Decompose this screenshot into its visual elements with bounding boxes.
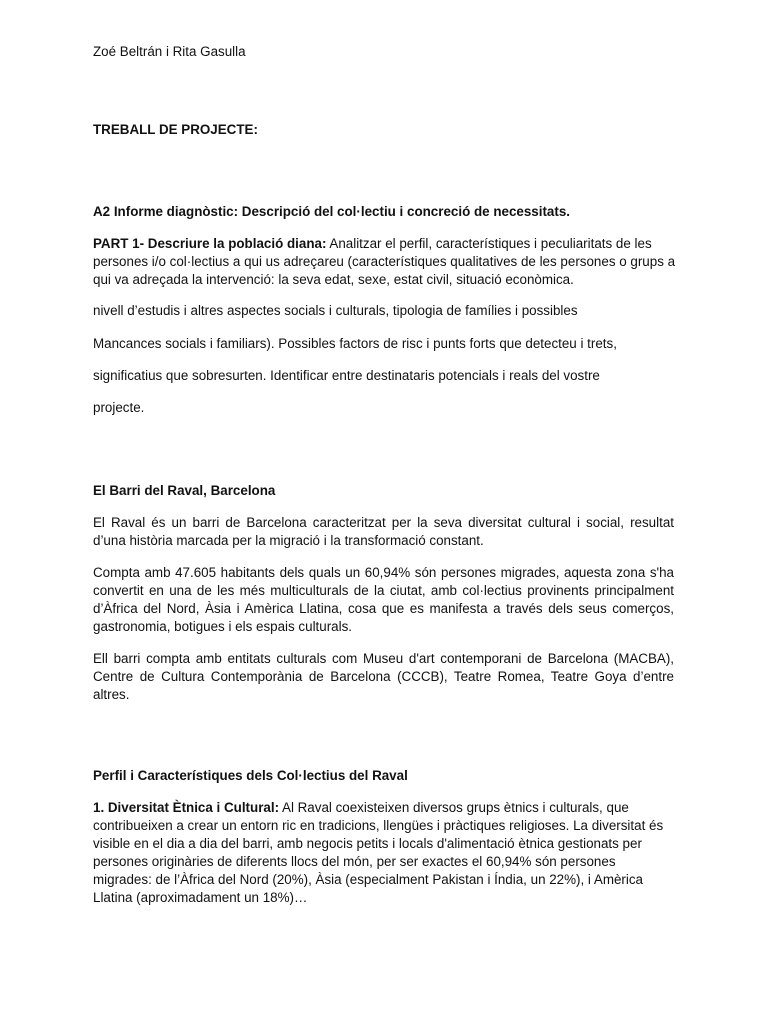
- part1-line-3: Mancances socials i familiars). Possibles factors de risc i punts forts que detecteu i trets,: [93, 336, 617, 351]
- part1-line-4: significatius que sobresurten. Identificar entre destinataris potencials i reals del vostre: [93, 368, 600, 383]
- document-title: TREBALL DE PROJECTE:: [93, 122, 258, 137]
- section1-paragraph-3: Ell barri compta amb entitats culturals com Museu d'art contemporani de Barcelona (MACBA), Centre de Cultura Contemporània de Barcelona (CCCB), Teatre Romea, Teatre Goya d’entre altres.: [93, 651, 674, 702]
- section2-heading: Perfil i Característiques dels Col·lectius del Raval: [93, 768, 408, 783]
- section2-item1-text: Al Raval coexisteixen diversos grups ètnics i culturals, que contribueixen a crear un entorn ric en tradicions, llengües i pràctiques religioses. La diversitat és visible en el dia a dia del barri, amb negocis petits i locals d'alimentació ètnica gestionats per persones originàries de diferents llocs del món, per ser exactes el 60,94% són persones migrades: de l’Àfrica del Nord (20%), Àsia (especialment Pakistan i Índia, un 22%), i Amèrica Llatina (aproximadament un 18%)…: [93, 800, 664, 905]
- section1-paragraph-2: Compta amb 47.605 habitants dels quals un 60,94% són persones migrades, aquesta zona s'ha convertit en una de les més multiculturals de la ciutat, amb col·lectius provinents principalment d’Àfrica del Nord, Àsia i Amèrica Llatina, cosa que es manifesta a través dels seus comerços, gastronomia, botigues i els espais culturals.: [93, 565, 674, 634]
- section1-paragraph-1: El Raval és un barri de Barcelona caracteritzat per la seva diversitat cultural i social, resultat d’una història marcada per la migració i la transformació constant.: [93, 515, 674, 548]
- part1-text: Analitzar el perfil, característiques i peculiaritats de les persones i/o col·lectius a qui us adreçareu (característiques qualitatives de les persones o grups a qui va adreçada la intervenció: la seva edat, sexe, estat civil, situació econòmica.: [93, 236, 676, 287]
- document-subtitle: A2 Informe diagnòstic: Descripció del col·lectiu i concreció de necessitats.: [93, 204, 570, 219]
- section2-item1-label: 1. Diversitat Ètnica i Cultural:: [93, 800, 280, 815]
- part1-label: PART 1- Descriure la població diana:: [93, 236, 327, 251]
- part1-line-5: projecte.: [93, 400, 145, 415]
- section2-item1: [93, 799, 673, 907]
- authors-line: Zoé Beltrán i Rita Gasulla: [93, 44, 246, 59]
- section1-heading: El Barri del Raval, Barcelona: [93, 483, 276, 498]
- part1-line-2: nivell d’estudis i altres aspectes socials i culturals, tipologia de famílies i possibles: [93, 303, 578, 318]
- part1-paragraph: [93, 235, 683, 289]
